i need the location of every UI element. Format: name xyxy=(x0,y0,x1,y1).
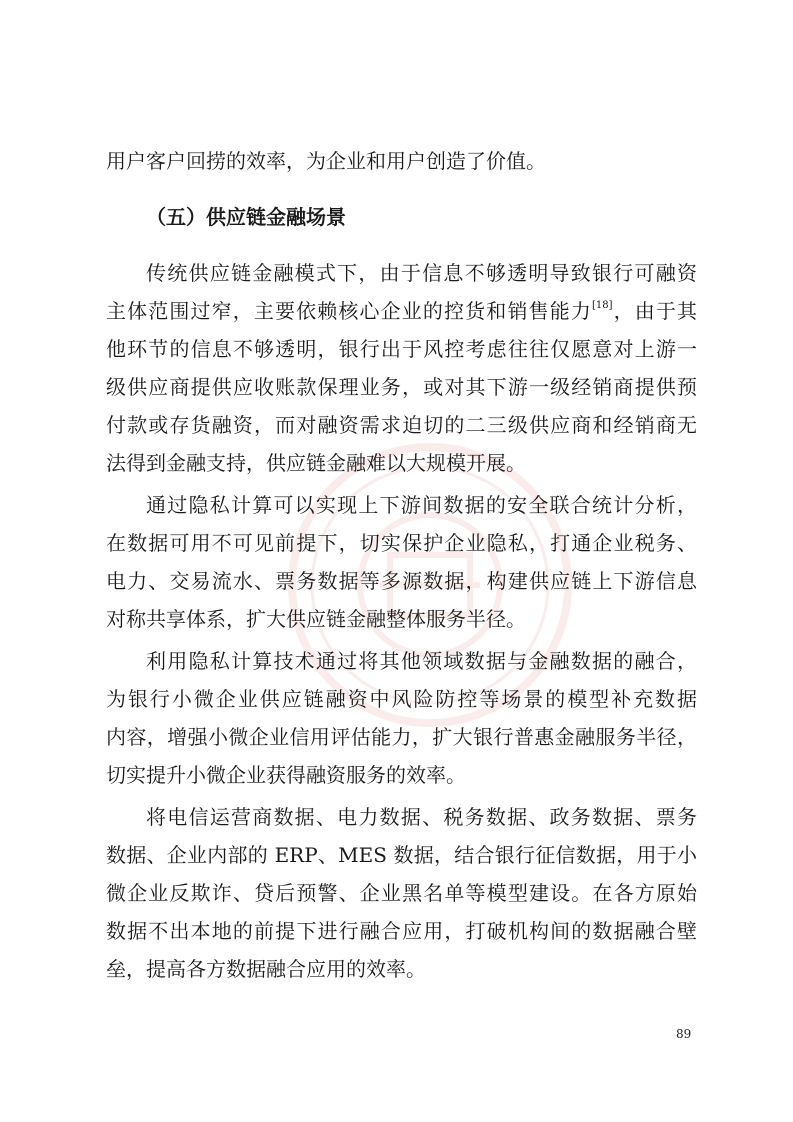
paragraph-3-line-4: 切实提升小微企业获得融资服务的效率。 xyxy=(106,763,466,787)
paragraph-1-line-2-text-b: ，由于其 xyxy=(612,299,698,323)
intro-line: 用户客户回捞的效率，为企业和用户创造了价值。 xyxy=(106,149,546,173)
document-body xyxy=(106,142,697,992)
paragraph-4-line-1: 将电信运营商数据、电力数据、税务数据、政务数据、票务 xyxy=(146,805,697,829)
paragraph-1-line-1: 传统供应链金融模式下，由于信息不够透明导致银行可融资 xyxy=(146,261,697,285)
page-number: 89 xyxy=(676,1027,692,1041)
paragraph-3 xyxy=(106,642,697,794)
paragraph-1-line-4: 级供应商提供应收账款保理业务，或对其下游一级经销商提供预 xyxy=(106,375,697,399)
paragraph-4-line-3: 微企业反欺诈、贷后预警、企业黑名单等模型建设。在各方原始 xyxy=(106,881,697,905)
paragraph-3-line-2: 为银行小微企业供应链融资中风险防控等场景的模型补充数据 xyxy=(106,687,697,711)
paragraph-4-line-2: 数据、企业内部的 ERP、MES 数据，结合银行征信数据，用于小 xyxy=(106,843,697,867)
paragraph-2-line-3: 电力、交易流水、票务数据等多源数据，构建供应链上下游信息 xyxy=(106,569,697,593)
paragraph-2-line-2: 在数据可用不可见前提下，切实保护企业隐私，打通企业税务、 xyxy=(106,531,697,555)
paragraph-2-line-4: 对称共享体系，扩大供应链金融整体服务半径。 xyxy=(106,607,526,631)
paragraph-1-line-2-text-a: 主体范围过窄，主要依赖核心企业的控货和销售能力 xyxy=(106,299,592,323)
paragraph-1-line-3: 他环节的信息不够透明，银行出于风控考虑往往仅愿意对上游一 xyxy=(106,337,697,361)
paragraph-1-line-6: 法得到金融支持，供应链金融难以大规模开展。 xyxy=(106,451,526,475)
citation-reference[interactable]: [18] xyxy=(591,300,613,311)
paragraph-1-line-5: 付款或存货融资，而对融资需求迫切的二三级供应商和经销商无 xyxy=(106,413,697,437)
section-heading: （五）供应链金融场景 xyxy=(146,205,346,229)
paragraph-2 xyxy=(106,486,697,638)
paragraph-3-line-1: 利用隐私计算技术通过将其他领域数据与金融数据的融合， xyxy=(146,649,697,673)
paragraph-3-line-3: 内容，增强小微企业信用评估能力，扩大银行普惠金融服务半径， xyxy=(106,725,697,749)
paragraph-4-line-4: 数据不出本地的前提下进行融合应用，打破机构间的数据融合壁 xyxy=(106,919,697,943)
paragraph-4-line-5: 垒，提高各方数据融合应用的效率。 xyxy=(106,957,426,981)
paragraph-4 xyxy=(106,798,697,988)
paragraph-1-line-2 xyxy=(106,292,697,330)
paragraph-1 xyxy=(106,254,697,482)
paragraph-2-line-1: 通过隐私计算可以实现上下游间数据的安全联合统计分析， xyxy=(146,493,697,517)
